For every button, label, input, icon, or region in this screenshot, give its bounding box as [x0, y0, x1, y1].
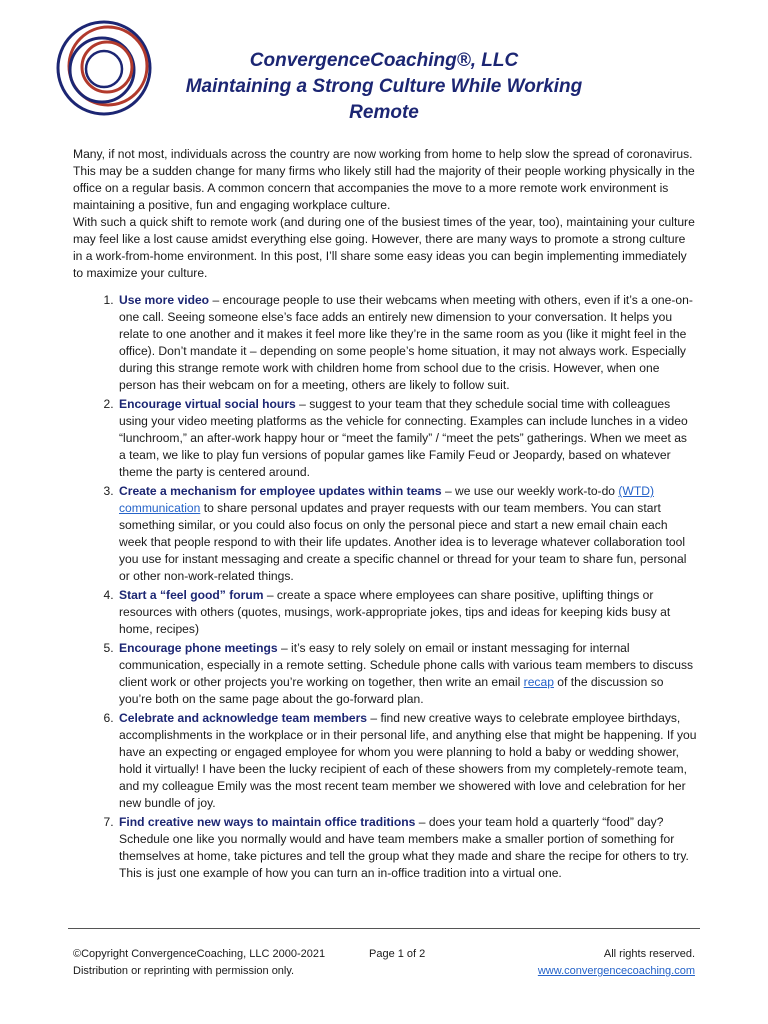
tip-heading: Encourage phone meetings	[119, 641, 278, 655]
list-item	[117, 640, 697, 708]
tip-heading: Create a mechanism for employee updates within teams	[119, 484, 442, 498]
tip-text: – find new creative ways to celebrate employee birthdays, accomplishments in the workplace or in their personal life, and anything else that might be happening. If you have an expecting or engaged employee for whom you were planning to hold a baby or wedding shower, hold it virtually! I have been the lucky recipient of each of these showers from my completely-remote team, and my colleague Emily was the most recent team member we showered with love and celebration for her new bundle of joy.	[119, 711, 697, 810]
title-line: Maintaining a Strong Culture While Working	[185, 76, 583, 97]
tip-text: – suggest to your team that they schedule social time with colleagues using your video meeting platforms as the vehicle for connecting. Examples can include lunches in a video “lunchroom,” an after-work happy hour or “meet the family” / “meet the pets” gatherings. When we meet as a team, we like to play fun versions of popular games like Family Feud or Jeopardy, based on whatever theme the party is centered around.	[119, 397, 688, 479]
list-item	[117, 814, 697, 882]
distribution-text: Distribution or reprinting with permission only.	[73, 965, 295, 977]
tip-heading: Encourage virtual social hours	[119, 397, 296, 411]
intro-paragraph: With such a quick shift to remote work (and during one of the busiest times of the year, too), maintaining your culture may feel like a lost cause amidst everything else going. However, there are many ways to promote a strong culture in a work-from-home environment. In this post, I’ll share some easy ideas you can begin implementing immediately to maximize your culture.	[73, 215, 695, 280]
title-line: Remote	[349, 102, 419, 123]
title-company: ConvergenceCoaching®, LLC	[249, 50, 519, 71]
tip-heading: Find creative new ways to maintain office traditions	[119, 815, 416, 829]
tip-heading: Celebrate and acknowledge team members	[119, 711, 368, 725]
recap-link[interactable]: recap	[523, 675, 554, 689]
footer-left	[73, 946, 325, 980]
tip-heading: Start a “feel good” forum	[119, 588, 264, 602]
list-item	[117, 587, 697, 638]
page-number: Page 1 of 2	[369, 948, 426, 960]
copyright-text: ©Copyright ConvergenceCoaching, LLC 2000-2021	[73, 948, 326, 960]
tip-text: – encourage people to use their webcams when meeting with others, even if it’s a one-on-one call. Seeing someone else’s face adds an entirely new dimension to your conversation. It helps you relate to one another and it makes it feel more like they’re in the same room as you (like it might feel in the office). Don’t mandate it – depending on some people’s home situation, it may not always work. Especially during this strange remote work with children home from school due to the crisis. However, when one person has their webcam on for a meeting, others are likely to follow suit.	[119, 293, 693, 392]
footer-divider	[68, 928, 700, 929]
list-item	[117, 292, 697, 394]
tip-text: – it’s easy to rely solely on email or instant messaging for internal communication, especially in a remote setting. Schedule phone calls with various team members to discuss client work or other projects you’re working on together, then write an email	[119, 641, 694, 689]
tip-text: – we use our weekly work-to-do	[441, 484, 619, 498]
list-item	[117, 396, 697, 481]
tip-text: – does your team hold a quarterly “food” day? Schedule one like you normally would and have team members make a smaller portion of something for themselves at home, take pictures and tell the group what they made and share the recipe for others to try. This is just one example of how you can turn an in-office tradition into a virtual one.	[119, 815, 689, 880]
list-item	[117, 710, 697, 812]
wtd-communication-link[interactable]: (WTD) communication	[119, 484, 654, 515]
intro-paragraph: Many, if not most, individuals across the country are now working from home to help slow the spread of coronavirus. This may be a sudden change for many firms who likely still had the majority of their people working physically in the office on a regular basis. A common concern that accompanies the move to a more remote work environment is maintaining a positive, fun and engaging workplace culture.	[73, 147, 695, 212]
footer-right	[538, 946, 695, 980]
tip-text: to share personal updates and prayer requests with our team members. You can start something similar, or you could also focus on only the personal piece and start a new email chain each week that people respond to with their life updates. Another idea is to leverage whatever collaboration tool you use for instant messaging and create a specific channel or thread for your team to share fun, personal or other non-work-related things.	[119, 501, 687, 583]
tips-list	[73, 292, 697, 882]
tip-text: of the discussion so you’re both on the same page about the go-forward plan.	[119, 675, 664, 706]
document-title	[140, 48, 628, 126]
tip-heading: Use more video	[119, 293, 210, 307]
tip-text: – create a space where employees can share positive, uplifting things or resources with others (quotes, musings, work-appropriate jokes, tips and ideas for keeping kids busy at home, recipes)	[119, 588, 671, 636]
rights-text: All rights reserved.	[603, 948, 695, 960]
website-link[interactable]: www.convergencecoaching.com	[537, 965, 695, 977]
article-body	[73, 146, 697, 884]
list-item	[117, 483, 697, 585]
